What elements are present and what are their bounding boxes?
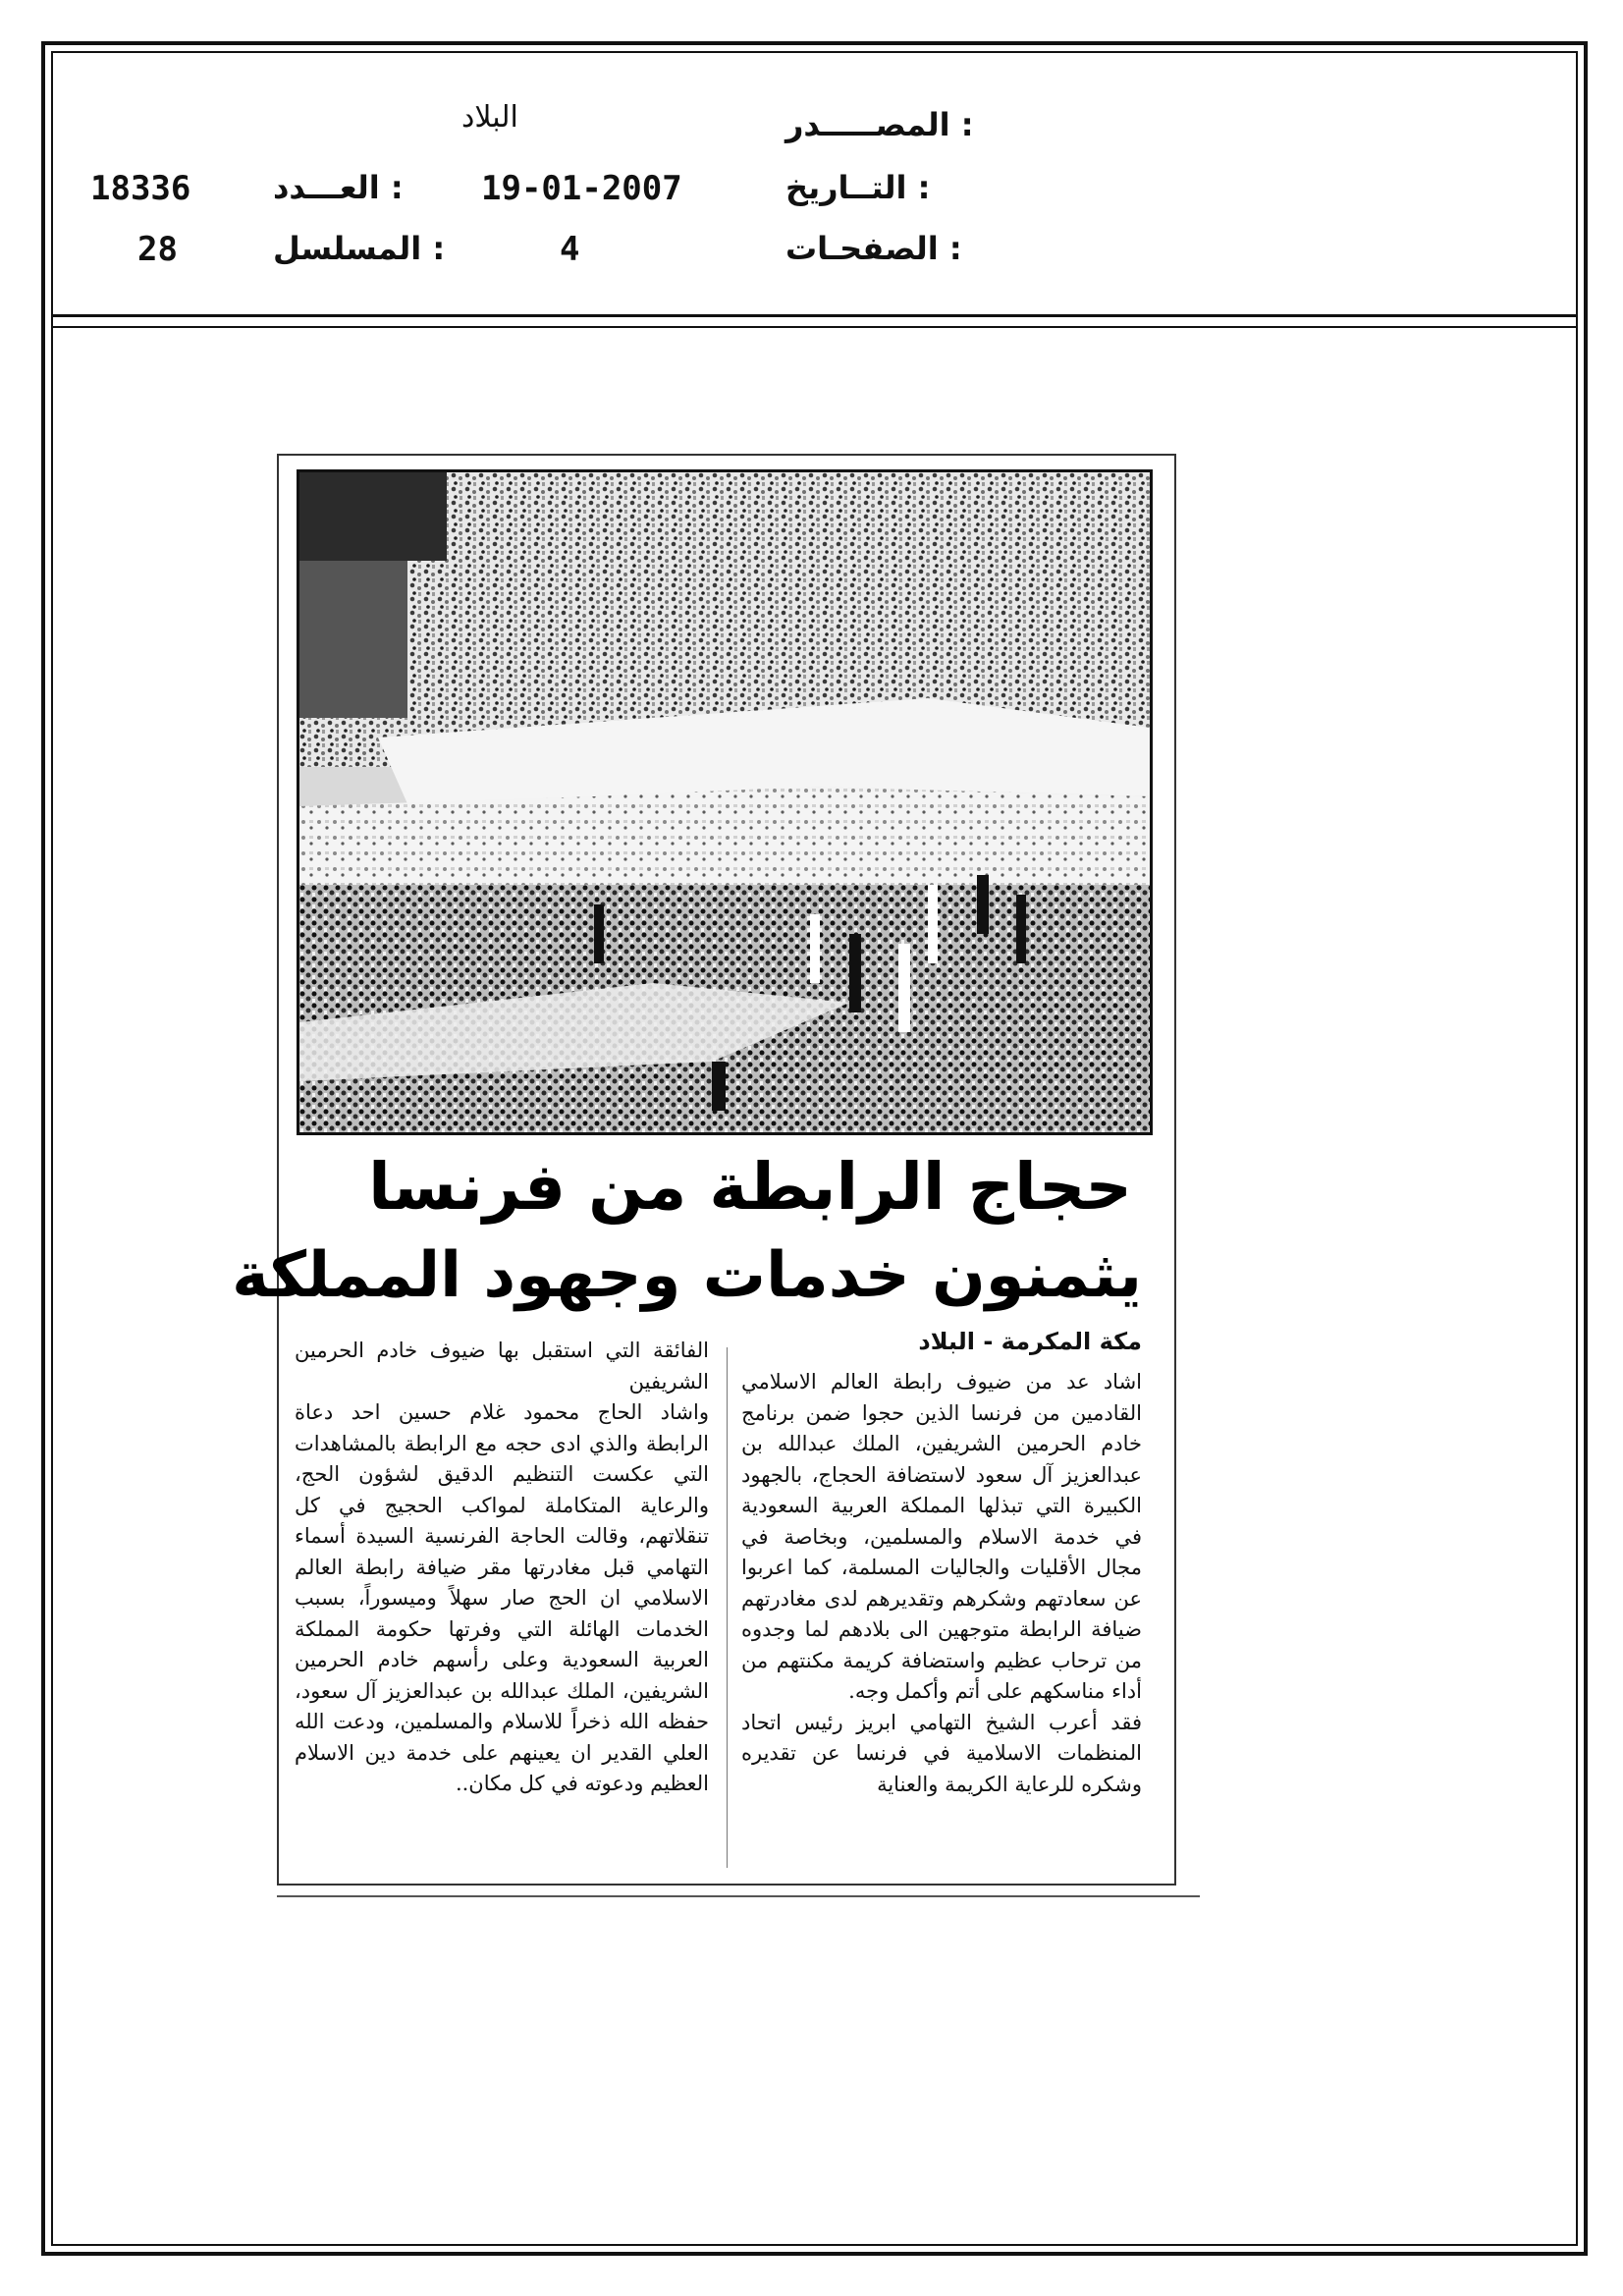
paragraph: الفائقة التي استقبل بها ضيوف خادم الحرمين الشريفين [295,1339,709,1394]
news-photo [297,469,1153,1135]
pages-value: 4 [560,230,580,269]
serial-label: المسلسل : [273,230,446,267]
header-divider [51,314,1578,317]
issue-value: 18336 [90,169,191,208]
pages-label: الصفحـات : [785,230,962,267]
source-value: البلاد [461,100,518,135]
header-divider-secondary [51,326,1578,328]
article-column-left [295,1336,709,1800]
paragraph: فقد أعرب الشيخ التهامي ابريز رئيس اتحاد المنظمات الاسلامية في فرنسا عن تقديره وشكره للرعاية الكريمة والعناية [741,1710,1142,1796]
paragraph: واشاد الحاج محمود غلام حسين احد دعاة الرابطة والذي ادى حجه مع الرابطة بالمشاهدات التي عكست التنظيم الدقيق لشؤون الحج، والرعاية المتكاملة لمواكب الحجيج في كل تنقلاتهم، وقالت الحاجة الفرنسية السيدة أسماء التهامي قبل مغادرتها مقر ضيافة رابطة العالم الاسلامي ان الحج صار سهلاً وميسوراً، بسبب الخدمات الهائلة التي وفرتها حكومة المملكة العربية السعودية وعلى رأسهم خادم الحرمين الشريفين، الملك عبدالله بن عبدالعزيز آل سعود، حفظه الله ذخراً للاسلام والمسلمين، ودعت الله العلي القدير ان يعينهم على خدمة دين الاسلام العظيم ودعوته في كل مكان.. [295,1400,709,1795]
clipping-bottom-rule [277,1895,1200,1897]
serial-value: 28 [137,230,178,269]
headline-line-2: يثمنون خدمات وجهود المملكة [232,1239,1142,1312]
article-column-right [741,1367,1142,1800]
dateline: مكة المكرمة - البلاد [918,1328,1142,1355]
date-label: التــاريخ : [785,169,931,206]
paragraph: اشاد عد من ضيوف رابطة العالم الاسلامي القادمين من فرنسا الذين حجوا ضمن برنامج خادم الحرمين الشريفين، الملك عبدالله بن عبدالعزيز آل سعود لاستضافة الحجاج، بالجهود الكبيرة التي تبذلها المملكة العربية السعودية في خدمة الاسلام والمسلمين، وبخاصة في مجال الأقليات والجاليات المسلمة، كما اعربوا عن سعادتهم وشكرهم وتقديرهم لدى مغادرتهم ضيافة الرابطة متوجهين الى بلادهم لما وجدوه من ترحاب عظيم واستضافة كريمة مكنتهم من أداء مناسكهم على أتم وأكمل وجه. [741,1370,1142,1703]
column-separator [727,1347,728,1868]
date-value: 19-01-2007 [481,169,682,208]
headline-line-1: حجاج الرابطة من فرنسا [368,1149,1132,1225]
pilgrims-crowd-photo [299,472,1150,1132]
source-label: المصـــــدر : [785,106,974,143]
issue-label: العـــدد : [273,169,404,206]
